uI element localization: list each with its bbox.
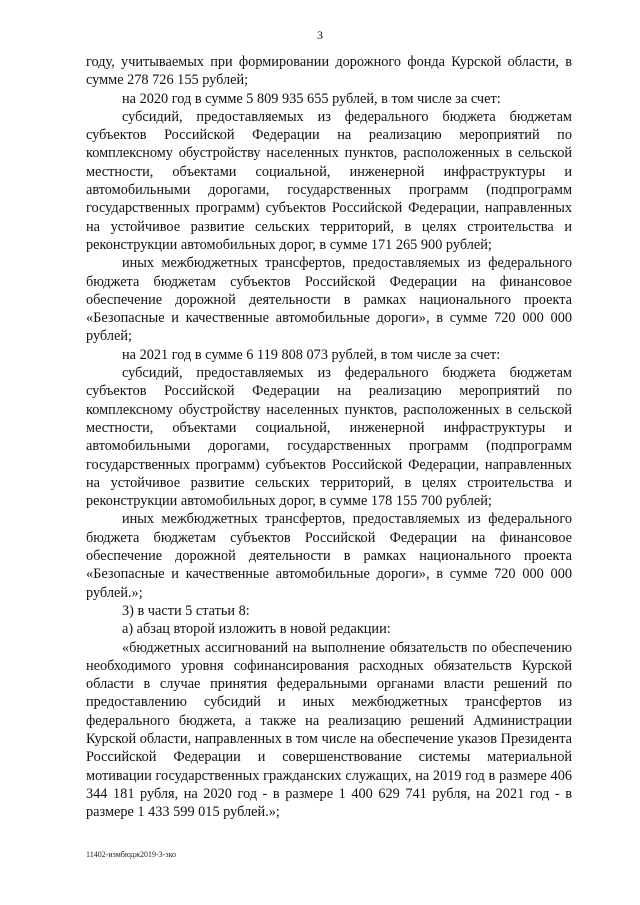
paragraph-4: иных межбюджетных трансфертов, предоставляемых из федерального бюджета бюджетам субъектов Российской Федерации на финансовое обеспечение дорожной деятельности в рамках национального проекта «Безопасные и качественные автомобильные дороги», в сумме 720 000 000 рублей; [86, 255, 572, 345]
paragraph-8: 3) в части 5 статьи 8: [122, 602, 250, 619]
paragraph-5: на 2021 год в сумме 6 119 808 073 рублей, в том числе за счет: [122, 346, 501, 363]
paragraph-2: на 2020 год в сумме 5 809 935 655 рублей, в том числе за счет: [122, 90, 501, 107]
paragraph-1: году, учитываемых при формировании дорожного фонда Курской области, в сумме 278 726 155 рублей; [86, 54, 572, 89]
paragraph-9: а) абзац второй изложить в новой редакции: [122, 621, 391, 638]
paragraph-7: иных межбюджетных трансфертов, предоставляемых из федерального бюджета бюджетам субъектов Российской Федерации на финансовое обеспечение дорожной деятельности в рамках национального проекта «Безопасные и качественные автомобильные дороги», в сумме 720 000 000 рублей.»; [86, 511, 572, 601]
document-code: 11402-измбюдж2019-3-зко [86, 850, 176, 859]
page-number: 3 [317, 28, 323, 42]
paragraph-6: субсидий, предоставляемых из федерального бюджета бюджетам субъектов Российской Федерации на реализацию мероприятий по комплексному обустройству населенных пунктов, расположенных в сельской местности, объектами социальной, инженерной инфраструктуры и автомобильными дорогами, государственных программ (подпрограмм государственных программ) субъектов Российской Федерации, направленных на устойчивое развитие сельских территорий, в целях строительства и реконструкции автомобильных дорог, в сумме 178 155 700 рублей; [86, 365, 572, 510]
paragraph-3: субсидий, предоставляемых из федерального бюджета бюджетам субъектов Российской Федерации на реализацию мероприятий по комплексному обустройству населенных пунктов, расположенных в сельской местности, объектами социальной, инженерной инфраструктуры и автомобильными дорогами, государственных программ (подпрограмм государственных программ) субъектов Российской Федерации, направленных на устойчивое развитие сельских территорий, в целях строительства и реконструкции автомобильных дорог, в сумме 171 265 900 рублей; [86, 108, 572, 253]
document-body [86, 53, 572, 821]
paragraph-10: «бюджетных ассигнований на выполнение обязательств по обеспечению необходимого уровня софинансирования расходных обязательств Курской области в случае принятия федеральными органами власти решений по предоставлению субсидий и иных межбюджетных трансфертов из федерального бюджета, а также на реализацию решений Администрации Курской области, направленных в том числе на обеспечение указов Президента Российской Федерации и совершенствование системы материальной мотивации государственных гражданских служащих, на 2019 год в размере 406 344 181 рубля, на 2020 год - в размере 1 400 629 741 рубля, на 2021 год - в размере 1 433 599 015 рублей.»; [86, 639, 572, 821]
